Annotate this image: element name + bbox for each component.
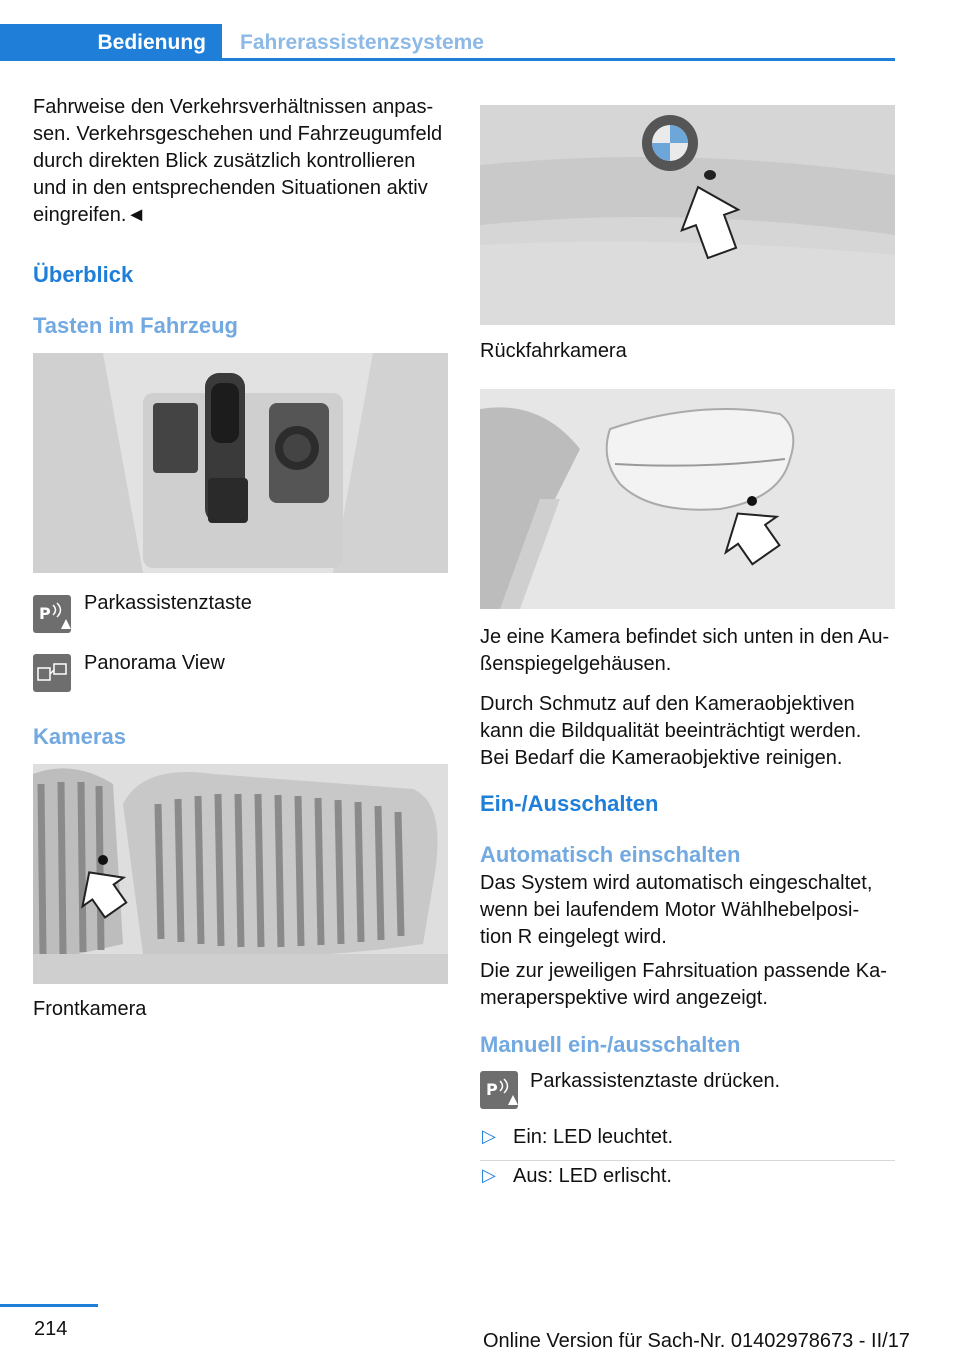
tab-bedienung[interactable]: Bedienung	[0, 24, 222, 61]
svg-text:P: P	[486, 1080, 498, 1099]
front-camera-photo	[33, 764, 448, 984]
subheading-cameras: Kameras	[33, 724, 126, 749]
auto-paragraph	[480, 870, 900, 951]
mirror-camera-photo	[480, 389, 895, 609]
triangle-bullet-icon: ▷	[482, 1165, 496, 1185]
intro-line: durch direkten Blick zusätzlich kontrollieren	[33, 150, 416, 172]
mirror-line: ßenspiegelgehäusen.	[480, 653, 672, 675]
auto-line: tion R eingelegt wird.	[480, 926, 667, 948]
list-item	[480, 1124, 895, 1161]
dirt-line: Bei Bedarf die Kameraobjektive reinigen.	[480, 747, 843, 769]
svg-text:P: P	[39, 604, 51, 623]
panorama-view-label: Panorama View	[84, 652, 225, 674]
mirror-line: Je eine Kamera befindet sich unten in den Au-	[480, 626, 890, 648]
bullet-list	[480, 1124, 895, 1197]
rear-camera-photo	[480, 105, 895, 325]
park-assist-icon	[33, 595, 71, 633]
footer-rule	[0, 1304, 98, 1307]
park-assist-icon	[480, 1071, 518, 1109]
intro-paragraph	[33, 94, 453, 229]
caption-front: Frontkamera	[33, 998, 147, 1020]
heading-onoff: Ein-/Ausschalten	[480, 791, 659, 816]
intro-line: und in den entsprechenden Situationen aktiv	[33, 177, 428, 199]
triangle-bullet-icon: ▷	[482, 1126, 496, 1146]
dirt-line: Durch Schmutz auf den Kameraobjektiven	[480, 693, 855, 715]
perspective-line: Die zur jeweiligen Fahrsituation passende Ka-	[480, 960, 887, 982]
online-version-text: Online Version für Sach-Nr. 01402978673 - II/17	[483, 1330, 910, 1352]
tab-fahrerassistenzsysteme[interactable]: Fahrerassistenzsysteme	[240, 30, 484, 54]
subheading-auto: Automatisch einschalten	[480, 842, 741, 867]
auto-line: Das System wird automatisch eingeschaltet,	[480, 872, 873, 894]
caption-rear: Rückfahrkamera	[480, 340, 627, 362]
heading-overview: Überblick	[33, 262, 134, 287]
manual-text: Parkassistenztaste drücken.	[530, 1070, 781, 1092]
bullet-text: Ein: LED leuchtet.	[513, 1126, 674, 1148]
list-item	[480, 1161, 895, 1197]
perspective-paragraph	[480, 958, 900, 1012]
mirror-paragraph	[480, 624, 900, 678]
header-rule	[0, 58, 895, 61]
intro-line: eingreifen.◄	[33, 204, 147, 226]
panorama-view-icon	[33, 654, 71, 692]
page-number: 214	[34, 1318, 68, 1340]
dirt-line: kann die Bildqualität beeinträchtigt werden.	[480, 720, 862, 742]
dirt-paragraph	[480, 691, 900, 772]
console-photo	[33, 353, 448, 573]
intro-line: Fahrweise den Verkehrsverhältnissen anpas-	[33, 96, 434, 118]
bullet-text: Aus: LED erlischt.	[513, 1165, 672, 1187]
auto-line: wenn bei laufendem Motor Wählhebelposi-	[480, 899, 860, 921]
subheading-buttons: Tasten im Fahrzeug	[33, 313, 238, 338]
subheading-manual: Manuell ein-/ausschalten	[480, 1032, 741, 1057]
park-assist-label: Parkassistenztaste	[84, 592, 252, 614]
perspective-line: meraperspektive wird angezeigt.	[480, 987, 768, 1009]
intro-line: sen. Verkehrsgeschehen und Fahrzeugumfeld	[33, 123, 443, 145]
